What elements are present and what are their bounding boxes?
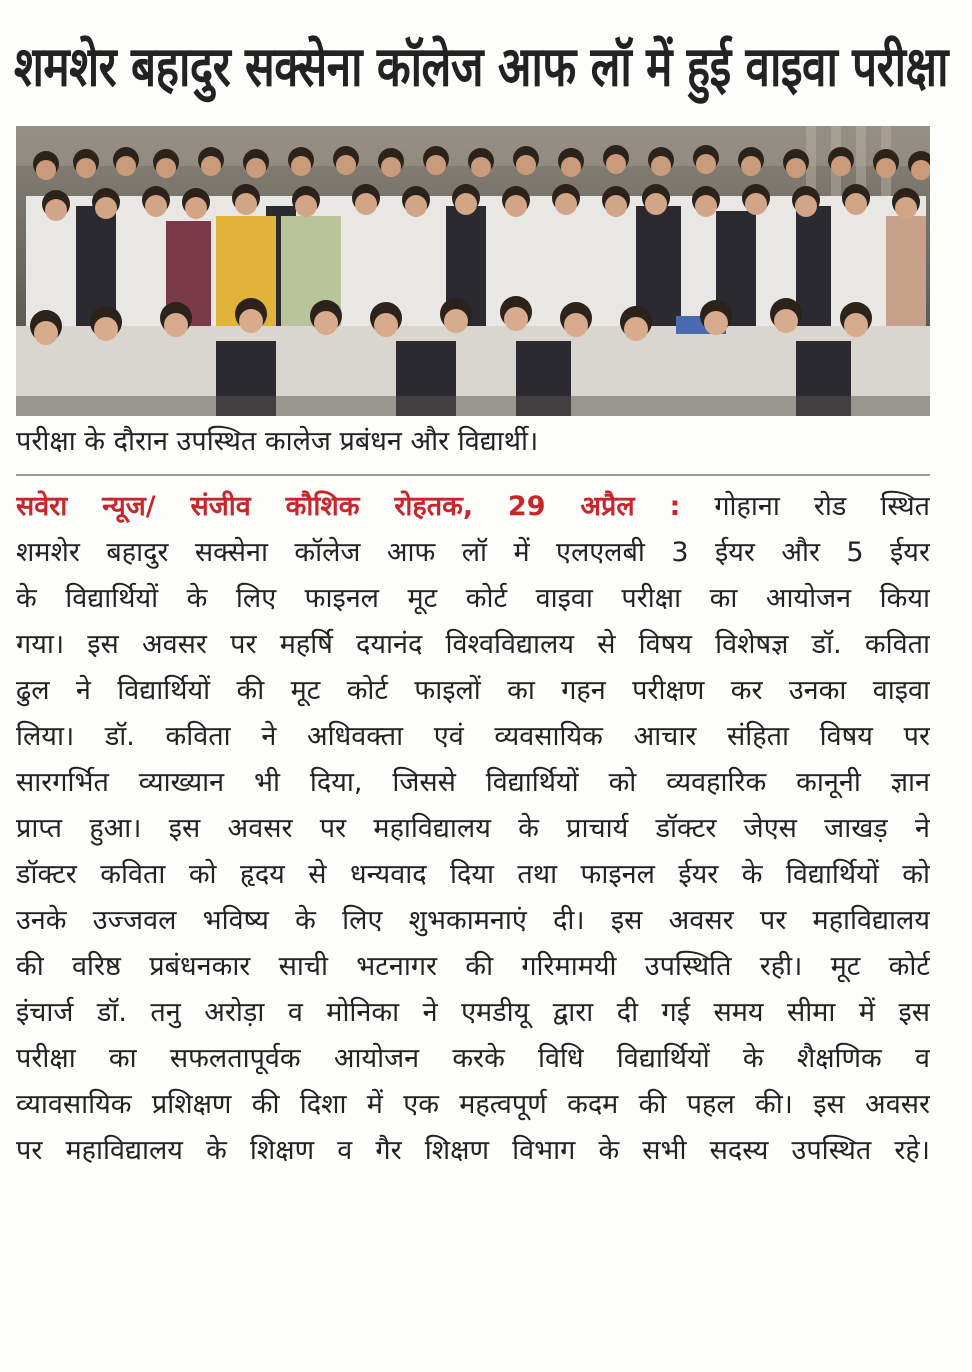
article-line: इंचार्ज डॉ. तनु अरोड़ा व मोनिका ने एमडीयू द्वारा दी गई समय सीमा में इस: [16, 997, 930, 1028]
article-line: [16, 484, 930, 530]
article-line: परीक्षा का सफलतापूर्वक आयोजन करके विधि विद्यार्थियों के शैक्षणिक व: [16, 1043, 930, 1074]
article-line: व्यावसायिक प्रशिक्षण की दिशा में एक महत्वपूर्ण कदम की पहल की। इस अवसर: [16, 1089, 930, 1120]
article-line: ढुल ने विद्यार्थियों की मूट कोर्ट फाइलों का गहन परीक्षण कर उनका वाइवा: [16, 675, 930, 706]
photo-caption: परीक्षा के दौरान उपस्थित कालेज प्रबंधन और विद्यार्थी।: [16, 426, 539, 457]
article-line: प्राप्त हुआ। इस अवसर पर महाविद्यालय के प्राचार्य डॉक्टर जेएस जाखड़ ने: [16, 813, 930, 844]
article-line: उनके उज्जवल भविष्य के लिए शुभकामनाएं दी। इस अवसर पर महाविद्यालय: [16, 905, 930, 936]
article-line: गया। इस अवसर पर महर्षि दयानंद विश्वविद्यालय से विषय विशेषज्ञ डॉ. कविता: [16, 629, 930, 660]
article-line: सारगर्भित व्याख्यान भी दिया, जिससे विद्यार्थियों को व्यवहारिक कानूनी ज्ञान: [16, 767, 930, 798]
article-line: लिया। डॉ. कविता ने अधिवक्ता एवं व्यवसायिक आचार संहिता विषय पर: [16, 721, 930, 752]
headline: शमशेर बहादुर सक्सेना कॉलेज आफ लॉ में हुई वाइवा परीक्षा: [14, 35, 948, 100]
article-line: पर महाविद्यालय के शिक्षण व गैर शिक्षण विभाग के सभी सदस्य उपस्थित रहे।: [16, 1135, 930, 1166]
dateline: सवेरा न्यूज/ संजीव कौशिक रोहतक, 29 अप्रैल :: [16, 491, 681, 522]
divider: [16, 474, 930, 476]
article-body: [16, 484, 930, 1174]
group-photo: [16, 126, 930, 416]
article-line-text: गोहाना रोड स्थित: [714, 491, 930, 522]
article-line: डॉक्टर कविता को हृदय से धन्यवाद दिया तथा फाइनल ईयर के विद्यार्थियों को: [16, 859, 930, 890]
article-line: की वरिष्ठ प्रबंधनकार साची भटनागर की गरिमामयी उपस्थिति रही। मूट कोर्ट: [16, 951, 930, 982]
article-line: के विद्यार्थियों के लिए फाइनल मूट कोर्ट वाइवा परीक्षा का आयोजन किया: [16, 583, 930, 614]
article-line: शमशेर बहादुर सक्सेना कॉलेज आफ लॉ में एलएलबी 3 ईयर और 5 ईयर: [16, 537, 930, 568]
